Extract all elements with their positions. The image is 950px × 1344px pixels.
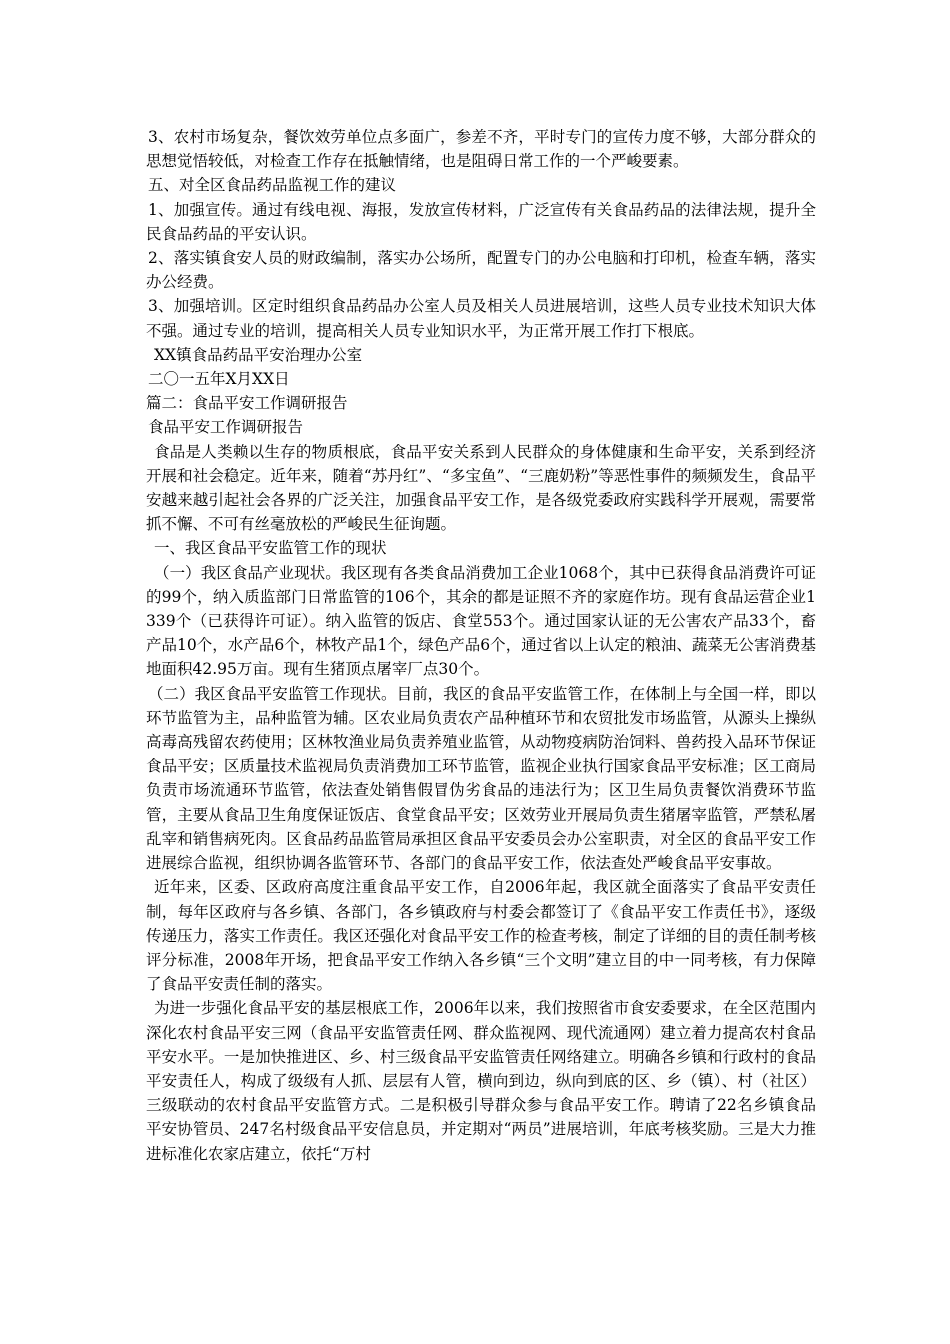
signature-date: 二〇一五年X月XX日 (148, 370, 290, 389)
chapter-heading: 篇二：食品平安工作调研报告 (146, 394, 348, 413)
signature-office: XX镇食品药品平安治理办公室 (154, 345, 363, 364)
paragraph-staffing: 2、落实镇食安人员的财政编制，落实办公场所，配置专门的办公电脑和打印机，检查车辆，落实办公经费。 (146, 249, 816, 292)
section-heading-status: 一、我区食品平安监管工作的现状 (154, 539, 387, 558)
paragraph-industry-status: （一）我区食品产业现状。我区现有各类食品消费加工企业1068个，其中已获得食品消费许可证的99个，纳入质监部门日常监管的106个，其余的都是证照不齐的家庭作坊。现有食品运营企业1339个（已获得许可证）。纳入监管的饭店、食堂553个。通过国家认证的无公害农产品33个，畜产品10个，水产品6个，林牧产品1个，绿色产品6个，通过省以上认定的粮油、蔬菜无公害消费基地面积42.95万亩。现有生猪顶点屠宰厂点30个。 (146, 563, 816, 679)
paragraph-responsibility-system: 近年来，区委、区政府高度注重食品平安工作，自2006年起，我区就全面落实了食品平安责任制，每年区政府与各乡镇、各部门，各乡镇政府与村委会都签订了《食品平安工作责任书》，逐级传递压力，落实工作责任。我区还强化对食品平安工作的检查考核，制定了详细的目的责任制考核评分标准，2008年开场，把食品平安工作纳入各乡镇“三个文明”建立目的中一同考核，有力保障了食品平安责任制的落实。 (146, 878, 816, 994)
paragraph-supervision-status: （二）我区食品平安监管工作现状。目前，我区的食品平安监管工作，在体制上与全国一样，即以环节监管为主，品种监管为辅。区农业局负责农产品种植环节和农贸批发市场监管，从源头上操纵高毒高残留农药使用；区林牧渔业局负责养殖业监管，从动物疫病防治饲料、兽药投入品环节保证食品平安；区质量技术监视局负责消费加工环节监管，监视企业执行国家食品平安标准；区工商局负责市场流通环节监管，依法查处销售假冒伪劣食品的违法行为；区卫生局负责餐饮消费环节监管，主要从食品卫生角度保证饭店、食堂食品平安；区效劳业开展局负责生猪屠宰监管，严禁私屠乱宰和销售病死肉。区食品药品监管局承担区食品平安委员会办公室职责，对全区的食品平安工作进展综合监视，组织协调各监管环节、各部门的食品平安工作，依法查处严峻食品平安事故。 (146, 684, 816, 873)
paragraph-rural-market: 3、农村市场复杂，餐饮效劳单位点多面广，参差不齐，平时专门的宣传力度不够，大部分群众的思想觉悟较低，对检查工作存在抵触情绪，也是阻碍日常工作的一个严峻要素。 (146, 128, 816, 171)
paragraph-introduction: 食品是人类赖以生存的物质根底，食品平安关系到人民群众的身体健康和生命平安，关系到经济开展和社会稳定。近年来，随着“苏丹红”、“多宝鱼”、“三鹿奶粉”等恶性事件的频频发生，食品平安越来越引起社会各界的广泛关注，加强食品平安工作，是各级党委政府实践科学开展观，需要常抓不懈、不可有丝毫放松的严峻民生征询题。 (146, 442, 816, 534)
paragraph-training: 3、加强培训。区定时组织食品药品办公室人员及相关人员进展培训，这些人员专业技术知识大体不强。通过专业的培训，提高相关人员专业知识水平，为正常开展工作打下根底。 (146, 297, 816, 340)
paragraph-grassroots-work: 为进一步强化食品平安的基层根底工作，2006年以来，我们按照省市食安委要求，在全区范围内深化农村食品平安三网（食品平安监管责任网、群众监视网、现代流通网）建立着力提高农村食品平安水平。一是加快推进区、乡、村三级食品平安监管责任网络建立。明确各乡镇和行政村的食品平安责任人，构成了级级有人抓、层层有人管，横向到边，纵向到底的区、乡（镇）、村（社区）三级联动的农村食品平安监管方式。二是积极引导群众参与食品平安工作。聘请了22名乡镇食品平安协管员、247名村级食品平安信息员，并定期对“两员”进展培训，年底考核奖励。三是大力推进标准化农家店建立，依托“万村 (146, 999, 816, 1163)
document-page (146, 125, 816, 1166)
report-title: 食品平安工作调研报告 (148, 418, 304, 437)
paragraph-publicity: 1、加强宣传。通过有线电视、海报，发放宣传材料，广泛宣传有关食品药品的法律法规，提升全民食品药品的平安认识。 (146, 200, 816, 243)
section-heading-suggestions: 五、对全区食品药品监视工作的建议 (148, 176, 397, 195)
